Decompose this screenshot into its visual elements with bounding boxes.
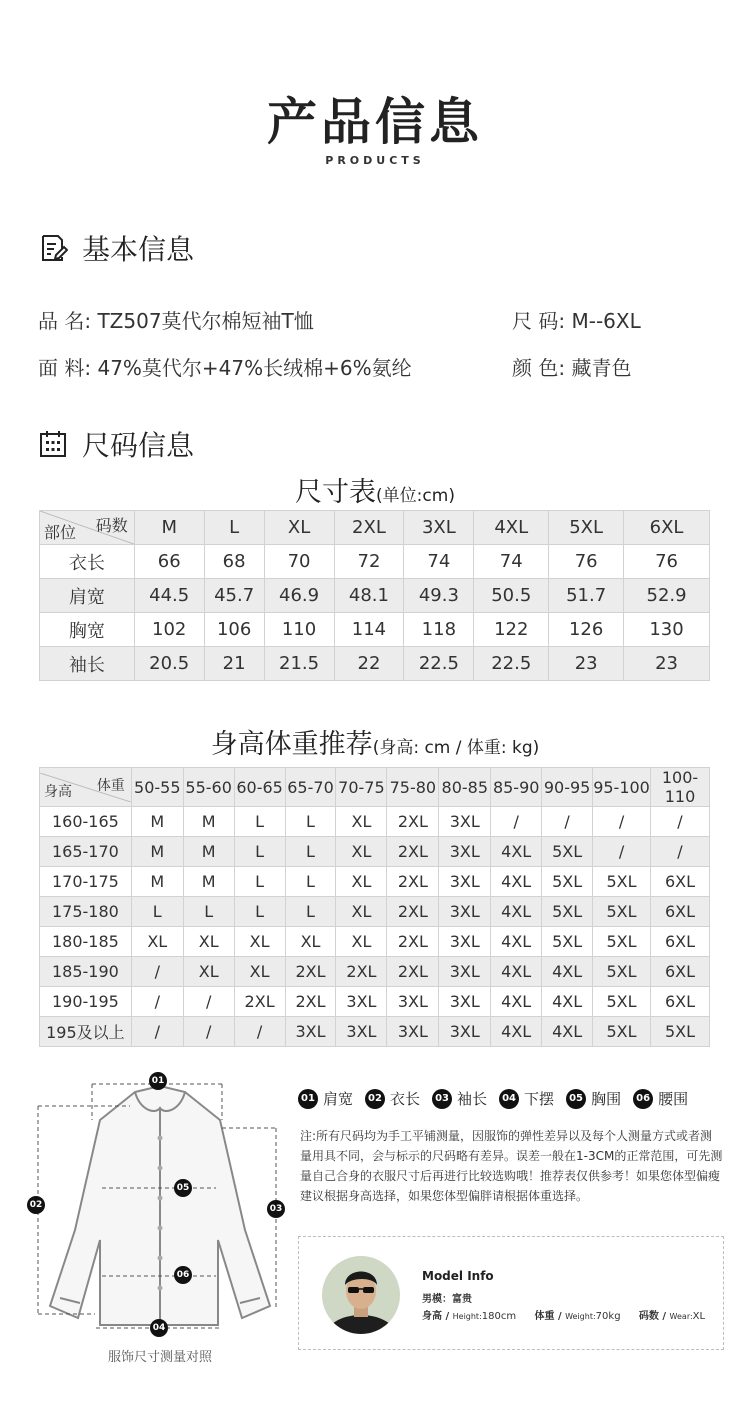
- size-range-row: [512, 305, 641, 334]
- rec-table-cell: 5XL: [542, 837, 593, 867]
- rec-table-title: [0, 722, 750, 761]
- model-info-title: Model Info: [422, 1269, 494, 1283]
- rec-table-cell: 2XL: [336, 957, 387, 987]
- rec-table-unit: (身高: cm / 体重: kg): [372, 738, 540, 758]
- rec-table-cell: /: [183, 987, 234, 1017]
- calendar-icon: [38, 429, 68, 459]
- rec-table-cell: XL: [183, 957, 234, 987]
- size-table-cell: 114: [334, 613, 404, 647]
- fabric-value: 47%莫代尔+47%长绒棉+6%氨纶: [97, 356, 412, 380]
- size-table-cell: 52.9: [624, 579, 710, 613]
- rec-table-cell: M: [183, 807, 234, 837]
- measure-marker-06: 06: [174, 1266, 192, 1284]
- product-name-row: [38, 305, 314, 334]
- rec-table-row: [40, 1017, 710, 1047]
- rec-table-row: [40, 837, 710, 867]
- rec-table-cell: /: [650, 807, 709, 837]
- rec-table-cell: 3XL: [336, 987, 387, 1017]
- rec-table-cell: L: [285, 897, 336, 927]
- model-name-label: 男模：: [422, 1294, 452, 1305]
- rec-table-cell: 2XL: [387, 897, 439, 927]
- size-table-cell: 68: [204, 545, 264, 579]
- legend-label: 衣长: [390, 1090, 421, 1108]
- rec-table-row: [40, 987, 710, 1017]
- legend-number-badge: 05: [566, 1089, 586, 1109]
- rec-table-cell: 6XL: [650, 987, 709, 1017]
- size-table-row: [40, 647, 710, 681]
- rec-table-row-label: 185-190: [40, 957, 132, 987]
- rec-table-cell: /: [234, 1017, 285, 1047]
- size-table-cell: 118: [404, 613, 474, 647]
- size-table-title-text: 尺寸表: [295, 477, 377, 508]
- rec-table-cell: L: [234, 837, 285, 867]
- rec-table-column-header: 90-95: [542, 768, 593, 807]
- model-size-value: XL: [692, 1311, 706, 1322]
- size-table-cell: 110: [264, 613, 334, 647]
- size-table-cell: 76: [624, 545, 710, 579]
- size-table-cell: 49.3: [404, 579, 474, 613]
- size-table-cell: 21.5: [264, 647, 334, 681]
- size-table-cell: 70: [264, 545, 334, 579]
- rec-table-cell: /: [491, 807, 542, 837]
- page-title: 产品信息: [267, 93, 483, 151]
- legend-number-badge: 03: [432, 1089, 452, 1109]
- size-table-cell: 22: [334, 647, 404, 681]
- size-table-header-row: [40, 511, 710, 545]
- size-table-row: [40, 545, 710, 579]
- rec-table-column-header: 80-85: [439, 768, 491, 807]
- rec-table-cell: 4XL: [491, 987, 542, 1017]
- size-table-column-header: XL: [264, 511, 334, 545]
- legend-label: 腰围: [658, 1090, 689, 1108]
- rec-table-column-header: 60-65: [234, 768, 285, 807]
- rec-table-cell: 3XL: [387, 1017, 439, 1047]
- legend-number-badge: 04: [499, 1089, 519, 1109]
- measure-marker-05: 05: [174, 1179, 192, 1197]
- size-table-cell: 74: [404, 545, 474, 579]
- rec-table-cell: 2XL: [387, 867, 439, 897]
- page-subtitle: PRODUCTS: [325, 154, 425, 167]
- rec-table-cell: XL: [336, 807, 387, 837]
- rec-table-cell: 4XL: [491, 957, 542, 987]
- rec-table-cell: 6XL: [650, 867, 709, 897]
- rec-table-cell: L: [285, 807, 336, 837]
- rec-table-cell: 5XL: [593, 1017, 651, 1047]
- rec-table-cell: 5XL: [593, 927, 651, 957]
- model-info-card: [298, 1236, 724, 1350]
- size-table-corner-bottom: 部位: [44, 523, 77, 542]
- size-table-cell: 50.5: [474, 579, 549, 613]
- measure-marker-03: 03: [267, 1200, 285, 1218]
- legend-label: 胸围: [591, 1090, 622, 1108]
- rec-table-row-label: 180-185: [40, 927, 132, 957]
- size-table-cell: 130: [624, 613, 710, 647]
- rec-table-row-label: 175-180: [40, 897, 132, 927]
- model-avatar: [321, 1255, 401, 1335]
- model-name-row: [422, 1290, 472, 1305]
- rec-table-cell: 2XL: [285, 957, 336, 987]
- legend-item-01: [298, 1088, 353, 1109]
- size-table-cell: 51.7: [549, 579, 624, 613]
- model-weight-label: 体重 /: [534, 1311, 566, 1322]
- size-table-column-header: 2XL: [334, 511, 404, 545]
- product-name-value: TZ507莫代尔棉短袖T恤: [97, 309, 314, 333]
- rec-table-cell: /: [593, 807, 651, 837]
- rec-table-cell: 3XL: [285, 1017, 336, 1047]
- rec-table-column-header: 70-75: [336, 768, 387, 807]
- rec-table-cell: XL: [336, 837, 387, 867]
- rec-table-cell: M: [131, 837, 183, 867]
- model-weight-value: 70kg: [595, 1311, 621, 1322]
- rec-table-cell: 3XL: [439, 867, 491, 897]
- rec-table-cell: /: [131, 1017, 183, 1047]
- rec-table-cell: XL: [234, 927, 285, 957]
- rec-table-cell: 3XL: [439, 957, 491, 987]
- rec-table-cell: M: [131, 867, 183, 897]
- diagram-caption: 服饰尺寸测量对照: [107, 1350, 212, 1365]
- size-table: [39, 510, 710, 681]
- size-table-cell: 48.1: [334, 579, 404, 613]
- rec-table-header-row: [40, 768, 710, 807]
- size-table-column-header: 5XL: [549, 511, 624, 545]
- legend-label: 袖长: [457, 1090, 488, 1108]
- rec-table-cell: L: [131, 897, 183, 927]
- measure-marker-04: 04: [150, 1319, 168, 1337]
- rec-table-cell: XL: [336, 867, 387, 897]
- rec-table-cell: M: [183, 867, 234, 897]
- rec-table-cell: XL: [336, 897, 387, 927]
- rec-table-cell: 4XL: [542, 1017, 593, 1047]
- size-table-cell: 102: [134, 613, 204, 647]
- rec-table-cell: 3XL: [336, 1017, 387, 1047]
- rec-table-row: [40, 927, 710, 957]
- rec-table-cell: L: [183, 897, 234, 927]
- rec-table-cell: 5XL: [542, 927, 593, 957]
- measure-legend: [298, 1088, 728, 1109]
- rec-table-cell: 3XL: [439, 927, 491, 957]
- rec-table-column-header: 85-90: [491, 768, 542, 807]
- fabric-label: 面 料:: [38, 356, 92, 380]
- rec-table-cell: 4XL: [542, 987, 593, 1017]
- size-range-value: M--6XL: [571, 309, 641, 333]
- rec-table-cell: 6XL: [650, 957, 709, 987]
- rec-table-cell: 2XL: [234, 987, 285, 1017]
- size-range-label: 尺 码:: [512, 309, 566, 333]
- size-table-row: [40, 579, 710, 613]
- size-table-cell: 23: [549, 647, 624, 681]
- size-table-row-label: 衣长: [40, 545, 135, 579]
- rec-table-title-text: 身高体重推荐: [210, 729, 373, 760]
- rec-table-cell: 2XL: [387, 927, 439, 957]
- rec-table-cell: /: [183, 1017, 234, 1047]
- size-table-column-header: 4XL: [474, 511, 549, 545]
- rec-table-cell: 3XL: [439, 807, 491, 837]
- rec-table-cell: M: [183, 837, 234, 867]
- rec-table-row-label: 165-170: [40, 837, 132, 867]
- rec-table-cell: 4XL: [491, 897, 542, 927]
- rec-table-corner-cell: [40, 768, 132, 807]
- rec-table-row: [40, 867, 710, 897]
- size-table-column-header: L: [204, 511, 264, 545]
- rec-table-cell: 4XL: [491, 837, 542, 867]
- measure-note: 注:所有尺码均为手工平铺测量，因服饰的弹性差异以及每个人测量方式或者测量用具不同，会与标示的尺码略有差异。误差一般在1-3CM的正常范围，可先测量自己合身的衣服尺寸后再进行比较选购哦！推荐表仅供参考！如果您体型偏瘦建议根据身高选择，如果您体型偏胖请根据体重选择。: [300, 1129, 723, 1203]
- rec-table-row-label: 160-165: [40, 807, 132, 837]
- rec-table-cell: 2XL: [387, 957, 439, 987]
- measure-marker-02: 02: [27, 1196, 45, 1214]
- rec-table-cell: 2XL: [387, 837, 439, 867]
- rec-table-row: [40, 807, 710, 837]
- legend-label: 下摆: [524, 1090, 555, 1108]
- size-table-corner-top: 码数: [95, 516, 128, 535]
- size-table-row-label: 肩宽: [40, 579, 135, 613]
- legend-number-badge: 06: [633, 1089, 653, 1109]
- rec-table-cell: M: [131, 807, 183, 837]
- legend-item-05: [566, 1088, 621, 1109]
- rec-table-cell: L: [234, 867, 285, 897]
- model-weight-label-en: Weight:: [565, 1312, 596, 1321]
- rec-table-cell: /: [650, 837, 709, 867]
- size-table-cell: 22.5: [404, 647, 474, 681]
- shirt-measure-diagram: [30, 1070, 290, 1345]
- rec-table-row-label: 195及以上: [40, 1017, 132, 1047]
- size-table-row-label: 袖长: [40, 647, 135, 681]
- rec-table-cell: /: [131, 987, 183, 1017]
- size-table-cell: 126: [549, 613, 624, 647]
- model-height-label: 身高 /: [422, 1311, 453, 1322]
- measure-marker-01: 01: [149, 1072, 167, 1090]
- rec-table-cell: XL: [336, 927, 387, 957]
- rec-table-cell: L: [234, 897, 285, 927]
- rec-table-cell: XL: [234, 957, 285, 987]
- size-table-column-header: 6XL: [624, 511, 710, 545]
- size-table-row: [40, 613, 710, 647]
- rec-table-corner-bottom: 身高: [44, 783, 72, 800]
- rec-table-cell: XL: [183, 927, 234, 957]
- rec-table-cell: 3XL: [439, 987, 491, 1017]
- rec-table-cell: 5XL: [593, 897, 651, 927]
- model-height-value: 180cm: [481, 1311, 517, 1322]
- rec-table-row: [40, 957, 710, 987]
- rec-table-corner-top: 体重: [96, 777, 125, 794]
- rec-table-cell: 4XL: [491, 927, 542, 957]
- basic-info-heading-text: 基本信息: [82, 233, 195, 266]
- rec-table-column-header: 65-70: [285, 768, 336, 807]
- size-table-cell: 66: [134, 545, 204, 579]
- rec-table-column-header: 75-80: [387, 768, 439, 807]
- rec-table-cell: L: [234, 807, 285, 837]
- rec-table-cell: 6XL: [650, 927, 709, 957]
- rec-table-column-header: 55-60: [183, 768, 234, 807]
- rec-table-cell: 5XL: [542, 897, 593, 927]
- rec-table-row-label: 170-175: [40, 867, 132, 897]
- fabric-row: [38, 352, 412, 381]
- rec-table-cell: 4XL: [491, 1017, 542, 1047]
- color-label: 颜 色:: [512, 356, 566, 380]
- legend-number-badge: 01: [298, 1089, 318, 1109]
- size-table-title: [0, 470, 750, 509]
- color-row: [512, 352, 631, 381]
- model-name-value: 富贵: [452, 1294, 472, 1305]
- rec-table-cell: 6XL: [650, 897, 709, 927]
- size-table-column-header: 3XL: [404, 511, 474, 545]
- size-table-cell: 76: [549, 545, 624, 579]
- size-table-cell: 23: [624, 647, 710, 681]
- size-table-cell: 22.5: [474, 647, 549, 681]
- legend-item-03: [432, 1088, 487, 1109]
- rec-table-cell: 4XL: [491, 867, 542, 897]
- rec-table-cell: 3XL: [439, 837, 491, 867]
- rec-table-cell: 4XL: [542, 957, 593, 987]
- legend-number-badge: 02: [365, 1089, 385, 1109]
- rec-table-cell: L: [285, 867, 336, 897]
- rec-table-cell: 5XL: [593, 957, 651, 987]
- rec-table-cell: 5XL: [593, 867, 651, 897]
- rec-table-cell: /: [131, 957, 183, 987]
- color-value: 藏青色: [571, 356, 632, 380]
- rec-table-column-header: 100-110: [650, 768, 709, 807]
- document-edit-icon: [38, 233, 68, 263]
- legend-item-04: [499, 1088, 554, 1109]
- rec-table-cell: 5XL: [542, 867, 593, 897]
- rec-table-cell: XL: [131, 927, 183, 957]
- rec-table-cell: L: [285, 837, 336, 867]
- size-table-cell: 21: [204, 647, 264, 681]
- rec-table-cell: 2XL: [387, 807, 439, 837]
- size-table-cell: 122: [474, 613, 549, 647]
- model-stats-row: [422, 1307, 705, 1322]
- legend-item-06: [633, 1088, 688, 1109]
- rec-table-cell: 5XL: [650, 1017, 709, 1047]
- size-table-cell: 45.7: [204, 579, 264, 613]
- size-table-cell: 74: [474, 545, 549, 579]
- size-table-cell: 106: [204, 613, 264, 647]
- rec-table-row-label: 190-195: [40, 987, 132, 1017]
- model-size-label-en: Wear:: [669, 1312, 693, 1321]
- rec-table-cell: 3XL: [439, 897, 491, 927]
- size-table-row-label: 胸宽: [40, 613, 135, 647]
- rec-table-row: [40, 897, 710, 927]
- rec-table-column-header: 95-100: [593, 768, 651, 807]
- size-table-corner-cell: [40, 511, 135, 545]
- rec-table-column-header: 50-55: [131, 768, 183, 807]
- rec-table-cell: /: [542, 807, 593, 837]
- rec-table-cell: /: [593, 837, 651, 867]
- product-name-label: 品 名:: [38, 309, 92, 333]
- size-info-heading: [38, 424, 194, 464]
- legend-item-02: [365, 1088, 420, 1109]
- size-table-unit: (单位:cm): [376, 486, 455, 506]
- rec-table-cell: XL: [285, 927, 336, 957]
- size-info-heading-text: 尺码信息: [82, 429, 195, 462]
- size-table-cell: 44.5: [134, 579, 204, 613]
- model-size-label: 码数 /: [638, 1311, 670, 1322]
- rec-table-cell: 3XL: [387, 987, 439, 1017]
- size-table-cell: 72: [334, 545, 404, 579]
- rec-table-cell: 5XL: [593, 987, 651, 1017]
- size-table-column-header: M: [134, 511, 204, 545]
- size-table-cell: 20.5: [134, 647, 204, 681]
- rec-table-cell: 2XL: [285, 987, 336, 1017]
- size-table-cell: 46.9: [264, 579, 334, 613]
- model-height-label-en: Height:: [452, 1312, 482, 1321]
- legend-label: 肩宽: [323, 1090, 354, 1108]
- rec-table: [39, 767, 710, 1047]
- basic-info-heading: [38, 228, 194, 268]
- rec-table-cell: 3XL: [439, 1017, 491, 1047]
